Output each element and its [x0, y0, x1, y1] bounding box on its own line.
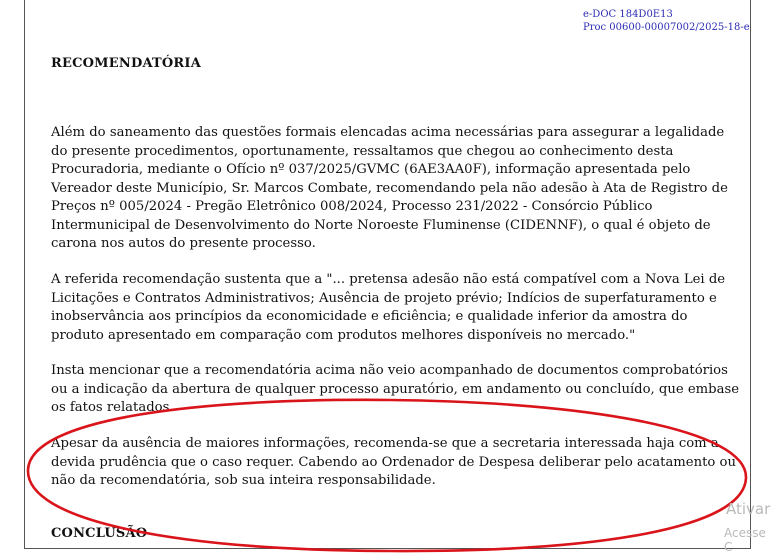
paragraph-intro: Além do saneamento das questões formais elencadas acima necessárias para assegurar a legalidade do presente procedimentos, oportunamente, ressaltamos que chegou ao conhecimento desta Procuradoria, mediante o Ofício nº 037/2025/GVMC (6AE3AA0F), informação apresentada pelo Vereador deste Município, Sr. Marcos Combate, recomendando pela não adesão à Ata de Registro de Preços nº 005/2024 - Pregão Eletrônico 008/2024, Processo 231/2022 - Consórcio Público Intermunicipal de Desenvolvimento do Norte Noroeste Fluminense (CIDENNF), o qual é objeto de carona nos autos do presente processo.	[51, 125, 728, 251]
activation-watermark-line1: Ativar	[726, 500, 771, 518]
paragraph-prudence: Apesar da ausência de maiores informações, recomenda-se que a secretaria interessada haja com a devida prudência que o caso requer. Cabendo ao Ordenador de Despesa deliberar pelo acatamento ou não da recomendatória, sob sua inteira responsabilidade.	[51, 436, 736, 488]
paragraph-evidence: Insta mencionar que a recomendatória acima não veio acompanhado de documentos comprobatórios ou a indicação da abertura de qualquer processo apuratório, em andamento ou concluído, que embase os fatos relatados.	[51, 363, 740, 415]
document-page	[24, 0, 751, 549]
edoc-stamp	[583, 8, 750, 34]
conclusion-title: CONCLUSÃO	[51, 526, 148, 541]
activation-watermark-line2: Acesse C	[724, 526, 766, 554]
paragraph-recommendation: A referida recomendação sustenta que a "... pretensa adesão não está compatível com a Nova Lei de Licitações e Contratos Administrativos; Ausência de projeto prévio; Indícios de superfaturamento e inobservância aos princípios da economicidade e eficiência; e qualidade inferior da amostra do produto apresentado em comparação com produtos melhores disponíveis no mercado."	[51, 272, 726, 343]
edoc-id: e-DOC 184D0E13	[583, 9, 673, 20]
section-title: RECOMENDATÓRIA	[51, 56, 201, 71]
process-number: Proc 00600-00007002/2025-18-e	[583, 22, 750, 33]
